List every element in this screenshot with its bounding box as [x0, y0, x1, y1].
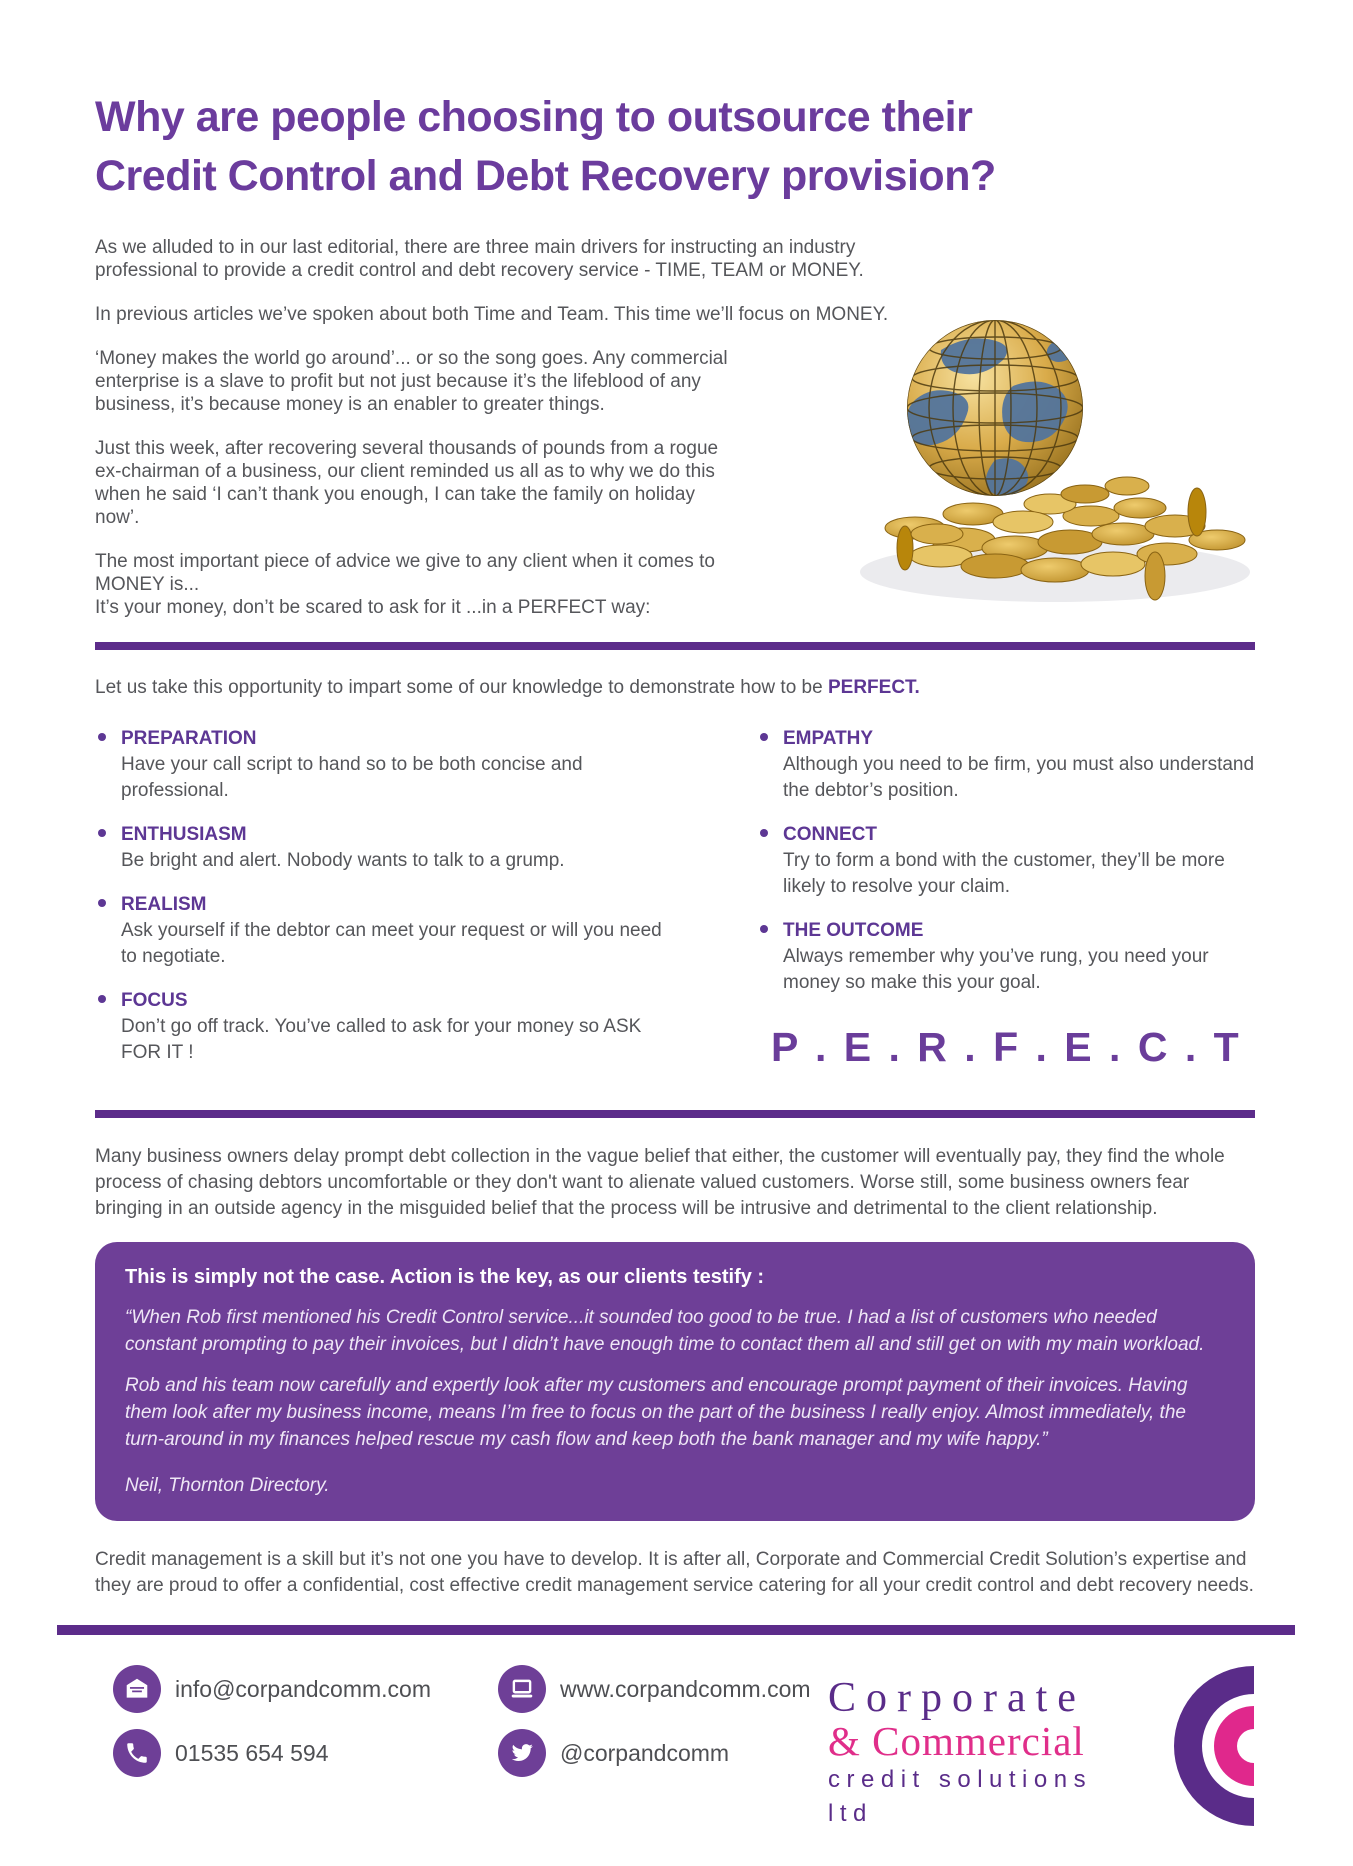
- bullet-title: REALISM: [121, 894, 207, 915]
- perfect-lead-highlight: PERFECT.: [827, 677, 920, 698]
- bullet-dot-icon: [760, 829, 768, 837]
- bullet-title: FOCUS: [121, 990, 188, 1011]
- bullet-dot-icon: [760, 733, 768, 741]
- perfect-lead-text: Let us take this opportunity to impart some of our knowledge to demonstrate how to be: [95, 677, 828, 698]
- contact-website[interactable]: [498, 1665, 828, 1713]
- website-icon: [498, 1665, 546, 1713]
- bullet-text: Have your call script to hand so to be both concise and professional.: [121, 754, 583, 801]
- bullet-column-left: [95, 726, 757, 1084]
- globe-coins-illustration: [845, 290, 1275, 620]
- testimonial-heading: This is simply not the case. Action is the key, as our clients testify :: [125, 1266, 765, 1288]
- footer: [95, 1665, 1255, 1831]
- bullet-the-outcome: [757, 918, 1255, 996]
- globe-coins-graphic: [845, 290, 1275, 620]
- bullet-dot-icon: [98, 899, 106, 907]
- bullet-text: Try to form a bond with the customer, they’ll be more likely to resolve your claim.: [783, 850, 1225, 897]
- bullet-text: Although you need to be firm, you must also understand the debtor’s position.: [783, 754, 1255, 801]
- bullet-title: THE OUTCOME: [783, 920, 924, 941]
- bullet-dot-icon: [98, 995, 106, 1003]
- bullet-dot-icon: [98, 829, 106, 837]
- advice-line-1: The most important piece of advice we give to any client when it comes to MONEY is...: [95, 551, 715, 595]
- intro-paragraph-4: Just this week, after recovering several thousands of pounds from a rogue ex-chairman of a business, our client reminded us all as to why we do this when he said ‘I can’t thank you enough, I can take the family on holiday now’.: [95, 438, 719, 528]
- bullet-dot-icon: [98, 733, 106, 741]
- company-logo: [828, 1665, 1255, 1831]
- bullet-connect: [757, 822, 1255, 900]
- bullet-enthusiasm: [95, 822, 757, 874]
- bullet-text: Always remember why you’ve rung, you need your money so make this your goal.: [783, 946, 1209, 993]
- bullet-dot-icon: [760, 925, 768, 933]
- bullet-text: Ask yourself if the debtor can meet your request or will you need to negotiate.: [121, 920, 662, 967]
- advice-line-2: It’s your money, don’t be scared to ask for it ...in a PERFECT way:: [95, 597, 651, 618]
- testimonial-box: [95, 1242, 1255, 1521]
- intro-paragraph-1: As we alluded to in our last editorial, there are three main drivers for instructing an industry professional to provide a credit control and debt recovery service - TIME, TEAM or MONEY.: [95, 237, 864, 281]
- logo-line-commercial: & Commercial: [828, 1718, 1085, 1764]
- section-divider-middle: [95, 1110, 1255, 1118]
- section-divider-top: [95, 642, 1255, 650]
- bullet-title: ENTHUSIASM: [121, 824, 247, 845]
- website-url[interactable]: www.corpandcomm.com: [560, 1675, 811, 1702]
- bullet-title: CONNECT: [783, 824, 877, 845]
- bullet-title: EMPATHY: [783, 728, 874, 749]
- contact-grid: [113, 1665, 828, 1777]
- testimonial-quote-1: “When Rob first mentioned his Credit Control service...it sounded too good to be true. I had a list of customers who needed constant prompting to pay their invoices, but I didn’t have enough time to contact them all and still get on with my main workload.: [125, 1307, 1205, 1355]
- intro-paragraph-2: In previous articles we’ve spoken about both Time and Team. This time we’ll focus on MONEY.: [95, 304, 889, 325]
- intro-paragraph-5: [95, 550, 735, 619]
- bullet-preparation: [95, 726, 757, 804]
- intro-paragraph-3: ‘Money makes the world go around’... or so the song goes. Any commercial enterprise is a slave to profit but not just because it’s the lifeblood of any business, it’s because money is an enabler to greater things.: [95, 348, 728, 415]
- logo-text: [828, 1677, 1135, 1831]
- contact-email[interactable]: [113, 1665, 498, 1713]
- bullet-text: Don’t go off track. You’ve called to ask for your money so ASK FOR IT !: [121, 1016, 642, 1063]
- body-paragraph: Many business owners delay prompt debt collection in the vague belief that either, the customer will eventually pay, they find the whole process of chasing debtors uncomfortable or they don't want to alienate valued customers. Worse still, some business owners fear bringing in an outside agency in the misguided belief that the process will be intrusive and detrimental to the client relationship.: [95, 1146, 1225, 1219]
- page-title: Why are people choosing to outsource their Credit Control and Debt Recovery provision?: [95, 93, 996, 200]
- email-icon: [113, 1665, 161, 1713]
- bullet-title: PREPARATION: [121, 728, 257, 749]
- bullet-text: Be bright and alert. Nobody wants to talk to a grump.: [121, 850, 565, 871]
- logo-line-credit-solutions: credit solutions ltd: [828, 1766, 1093, 1827]
- perfect-bullet-columns: [95, 726, 1255, 1084]
- contact-twitter[interactable]: [498, 1729, 828, 1777]
- perfect-lead-line: [95, 676, 1255, 700]
- testimonial-attribution: Neil, Thornton Directory.: [125, 1475, 330, 1496]
- perfect-acronym: P . E . R . F . E . C . T: [771, 1024, 1242, 1070]
- twitter-handle[interactable]: @corpandcomm: [560, 1739, 730, 1766]
- contact-phone[interactable]: [113, 1729, 498, 1777]
- phone-number[interactable]: 01535 654 594: [175, 1739, 329, 1766]
- bullet-empathy: [757, 726, 1255, 804]
- logo-line-corporate: Corporate: [828, 1675, 1086, 1721]
- footer-divider: [57, 1625, 1295, 1635]
- bullet-realism: [95, 892, 757, 970]
- cc-logo-mark-icon: [1171, 1665, 1255, 1827]
- twitter-icon: [498, 1729, 546, 1777]
- bullet-column-right: [757, 726, 1255, 1084]
- testimonial-quote-2: Rob and his team now carefully and expertly look after my customers and encourage prompt payment of their invoices. Having them look after my business income, means I’m free to focus on the part of the business I really enjoy. Almost immediately, the turn-around in my finances helped rescue my cash flow and keep both the bank manager and my wife happy.”: [125, 1375, 1188, 1450]
- phone-icon: [113, 1729, 161, 1777]
- email-address[interactable]: info@corpandcomm.com: [175, 1675, 431, 1702]
- closing-paragraph: Credit management is a skill but it’s not one you have to develop. It is after all, Corporate and Commercial Credit Solution’s expertise and they are proud to offer a confidential, cost effective credit management service catering for all your credit control and debt recovery needs.: [95, 1549, 1254, 1596]
- bullet-focus: [95, 988, 757, 1066]
